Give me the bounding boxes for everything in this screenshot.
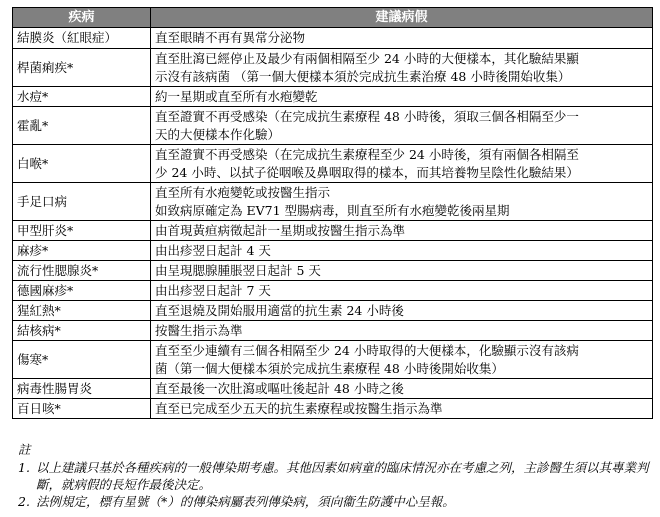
- disease-cell: 結核病*: [13, 321, 151, 341]
- disease-cell: 結膜炎（紅眼症）: [13, 28, 151, 49]
- leave-cell: 直至肚瀉已經停止及最少有兩個相隔至少 24 小時的大便樣本，其化驗結果顯 示沒有該病菌 （第一個大便樣本須於完成抗生素治療 48 小時後開始收集）: [151, 49, 653, 87]
- table-row: [13, 399, 653, 419]
- disease-cell: 傷寒*: [13, 341, 151, 379]
- disease-cell: 甲型肝炎*: [13, 221, 151, 241]
- notes-section: [18, 441, 650, 510]
- disease-cell: 病毒性腸胃炎: [13, 379, 151, 399]
- leave-cell: 按醫生指示為準: [151, 321, 653, 341]
- leave-cell: 直至退燒及開始服用適當的抗生素 24 小時後: [151, 301, 653, 321]
- disease-cell: 霍亂*: [13, 107, 151, 145]
- leave-cell: 直至所有水疱變乾或按醫生指示 如致病原確定為 EV71 型腸病毒，則直至所有水疱變乾後兩星期: [151, 183, 653, 221]
- leave-cell: 由呈現腮腺腫脹翌日起計 5 天: [151, 261, 653, 281]
- header-recommended-leave: 建議病假: [151, 8, 653, 28]
- disease-cell: 桿菌痢疾*: [13, 49, 151, 87]
- table-row: [13, 341, 653, 379]
- leave-cell: 由出疹翌日起計 7 天: [151, 281, 653, 301]
- note-text: 以上建議只基於各種疾病的一般傳染期考慮。其他因素如病童的臨床情況亦在考慮之列，主診醫生須以其專業判斷，就病假的長短作最後決定。: [36, 460, 649, 492]
- disease-cell: 猩紅熱*: [13, 301, 151, 321]
- note-number: 2.: [18, 494, 30, 509]
- table-row: [13, 281, 653, 301]
- table-row: [13, 49, 653, 87]
- leave-cell: 直至證實不再受感染（在完成抗生素療程至少 24 小時後，須有兩個各相隔至 少 24 小時、以拭子從咽喉及鼻咽取得的樣本，而其培養物呈陰性化驗結果）: [151, 145, 653, 183]
- leave-cell: 約一星期或直至所有水疱變乾: [151, 87, 653, 107]
- notes-heading: 註: [18, 442, 31, 457]
- leave-cell: 直至已完成至少五天的抗生素療程或按醫生指示為準: [151, 399, 653, 419]
- disease-cell: 百日咳*: [13, 399, 151, 419]
- disease-cell: 德國麻疹*: [13, 281, 151, 301]
- disease-cell: 水痘*: [13, 87, 151, 107]
- disease-cell: 白喉*: [13, 145, 151, 183]
- sick-leave-table: [12, 7, 653, 419]
- disease-cell: 手足口病: [13, 183, 151, 221]
- leave-cell: 直至證實不再受感染（在完成抗生素療程 48 小時後，須取三個各相隔至少一 天的大便樣本作化驗）: [151, 107, 653, 145]
- leave-cell: 直至最後一次肚瀉或嘔吐後起計 48 小時之後: [151, 379, 653, 399]
- disease-cell: 流行性腮腺炎*: [13, 261, 151, 281]
- table-row: [13, 241, 653, 261]
- table-row: [13, 301, 653, 321]
- table-row: [13, 379, 653, 399]
- note-item: [18, 459, 650, 493]
- leave-cell: 直至眼睛不再有異常分泌物: [151, 28, 653, 49]
- table-row: [13, 183, 653, 221]
- table-row: [13, 261, 653, 281]
- disease-cell: 麻疹*: [13, 241, 151, 261]
- table-row: [13, 221, 653, 241]
- leave-cell: 直至至少連續有三個各相隔至少 24 小時取得的大便樣本，化驗顯示沒有該病 菌（第一個大便樣本須於完成抗生素療程 48 小時後開始收集）: [151, 341, 653, 379]
- table-header-row: [13, 8, 653, 28]
- header-disease: 疾病: [13, 8, 151, 28]
- table-row: [13, 28, 653, 49]
- note-text: 法例規定，標有星號（*）的傳染病屬表列傳染病，須向衞生防護中心呈報。: [36, 494, 455, 509]
- note-number: 1.: [18, 460, 30, 475]
- table-row: [13, 145, 653, 183]
- table-row: [13, 321, 653, 341]
- table-row: [13, 107, 653, 145]
- note-item: [18, 493, 650, 510]
- table-row: [13, 87, 653, 107]
- leave-cell: 由出疹翌日起計 4 天: [151, 241, 653, 261]
- leave-cell: 由首現黃疸病徵起計一星期或按醫生指示為準: [151, 221, 653, 241]
